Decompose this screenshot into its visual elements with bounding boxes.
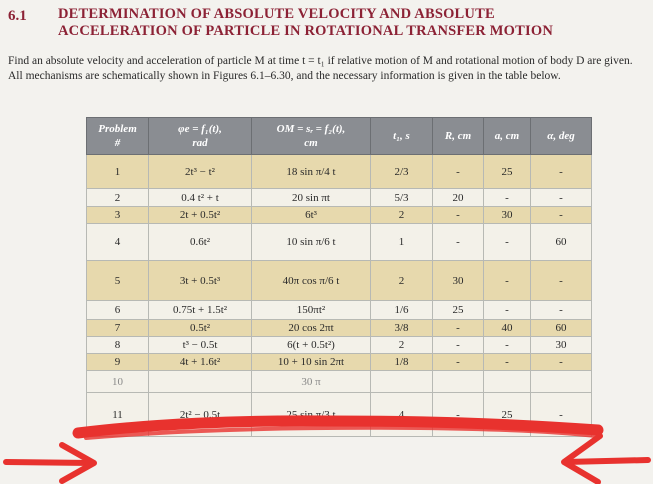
header-problem: Problem # bbox=[87, 118, 149, 155]
cell-om: 40π cos π/6 t bbox=[252, 261, 371, 301]
section-title-line1: DETERMINATION OF ABSOLUTE VELOCITY AND ABSOLUTE bbox=[58, 6, 495, 22]
cell-a: 25 bbox=[484, 155, 531, 189]
cell-phi: t³ − 0.5t bbox=[149, 337, 252, 354]
cell-r: - bbox=[433, 207, 484, 224]
cell-r: - bbox=[433, 354, 484, 371]
cell-a: - bbox=[484, 354, 531, 371]
cell-t1: 1 bbox=[371, 224, 433, 261]
cell-num: 5 bbox=[87, 261, 149, 301]
cell-num: 4 bbox=[87, 224, 149, 261]
cell-alpha: - bbox=[531, 155, 592, 189]
cell-num: 9 bbox=[87, 354, 149, 371]
cell-alpha: - bbox=[531, 207, 592, 224]
cell-a: - bbox=[484, 224, 531, 261]
cell-alpha: - bbox=[531, 189, 592, 207]
cell-phi: 0.4 t² + t bbox=[149, 189, 252, 207]
cell-a: - bbox=[484, 261, 531, 301]
cell-t1: 5/3 bbox=[371, 189, 433, 207]
cell-num: 6 bbox=[87, 301, 149, 320]
cell-alpha: 60 bbox=[531, 320, 592, 337]
header-r: R, cm bbox=[433, 118, 484, 155]
cell-phi: 2t + 0.5t² bbox=[149, 207, 252, 224]
problem-statement: Find an absolute velocity and acceleration of particle M at time t = t₁ if relative motion of M and rotational motion of body D are given. All mechanisms are schematically shown in Figures 6.1–6.30, and the necessary information is given in the table below. bbox=[8, 55, 633, 82]
cell-alpha: 60 bbox=[531, 224, 592, 261]
cell-phi: 4t + 1.6t² bbox=[149, 354, 252, 371]
cell-t1: 3/8 bbox=[371, 320, 433, 337]
cell-om: 6(t + 0.5t²) bbox=[252, 337, 371, 354]
section-number: 6.1 bbox=[8, 8, 27, 24]
cell-t1: 1/6 bbox=[371, 301, 433, 320]
header-alpha: α, deg bbox=[531, 118, 592, 155]
cell-r: - bbox=[433, 337, 484, 354]
cell-num: 2 bbox=[87, 189, 149, 207]
cell-a: - bbox=[484, 337, 531, 354]
cell-r: - bbox=[433, 320, 484, 337]
cell-t1: 1/8 bbox=[371, 354, 433, 371]
cell-phi: 0.6t² bbox=[149, 224, 252, 261]
header-phi: φe = f₁(t), rad bbox=[149, 118, 252, 155]
header-a: a, cm bbox=[484, 118, 531, 155]
cell-om: 10 sin π/6 t bbox=[252, 224, 371, 261]
cell-om: 20 sin πt bbox=[252, 189, 371, 207]
header-t1: t₁, s bbox=[371, 118, 433, 155]
cell-a: 30 bbox=[484, 207, 531, 224]
cell-phi: 2t³ − t² bbox=[149, 155, 252, 189]
cell-om: 30 π bbox=[252, 371, 371, 393]
cell-phi: 0.5t² bbox=[149, 320, 252, 337]
cell-alpha: - bbox=[531, 301, 592, 320]
cell-om: 25 sin π/3 t bbox=[252, 393, 371, 437]
cell-phi: 3t + 0.5t³ bbox=[149, 261, 252, 301]
cell-t1: 2/3 bbox=[371, 155, 433, 189]
left-red-arrow bbox=[6, 445, 94, 481]
cell-om: 150πt² bbox=[252, 301, 371, 320]
cell-t1: 2 bbox=[371, 261, 433, 301]
cell-phi: 0.75t + 1.5t² bbox=[149, 301, 252, 320]
cell-num: 7 bbox=[87, 320, 149, 337]
section-title-line2: ACCELERATION OF PARTICLE IN ROTATIONAL TRANSFER MOTION bbox=[58, 23, 554, 39]
right-red-arrow bbox=[564, 436, 648, 482]
cell-a: - bbox=[484, 189, 531, 207]
cell-r: - bbox=[433, 393, 484, 437]
cell-r: - bbox=[433, 155, 484, 189]
cell-num: 8 bbox=[87, 337, 149, 354]
cell-num: 1 bbox=[87, 155, 149, 189]
cell-t1: 2 bbox=[371, 337, 433, 354]
cell-r: 30 bbox=[433, 261, 484, 301]
cell-om: 6t³ bbox=[252, 207, 371, 224]
cell-phi: 2t² − 0.5t bbox=[149, 393, 252, 437]
cell-alpha: - bbox=[531, 354, 592, 371]
cell-t1: 4 bbox=[371, 393, 433, 437]
cell-alpha: - bbox=[531, 261, 592, 301]
cell-a: - bbox=[484, 301, 531, 320]
cell-om: 18 sin π/4 t bbox=[252, 155, 371, 189]
cell-num: 3 bbox=[87, 207, 149, 224]
cell-num: 11 bbox=[87, 393, 149, 437]
cell-r: 25 bbox=[433, 301, 484, 320]
cell-t1: 2 bbox=[371, 207, 433, 224]
cell-a: 25 bbox=[484, 393, 531, 437]
cell-r: - bbox=[433, 224, 484, 261]
header-om: OM = sᵣ = f₂(t), cm bbox=[252, 118, 371, 155]
cell-num: 10 bbox=[87, 371, 149, 393]
cell-alpha: 30 bbox=[531, 337, 592, 354]
cell-r: 20 bbox=[433, 189, 484, 207]
cell-alpha: - bbox=[531, 393, 592, 437]
cell-om: 10 + 10 sin 2πt bbox=[252, 354, 371, 371]
cell-a: 40 bbox=[484, 320, 531, 337]
cell-om: 20 cos 2πt bbox=[252, 320, 371, 337]
